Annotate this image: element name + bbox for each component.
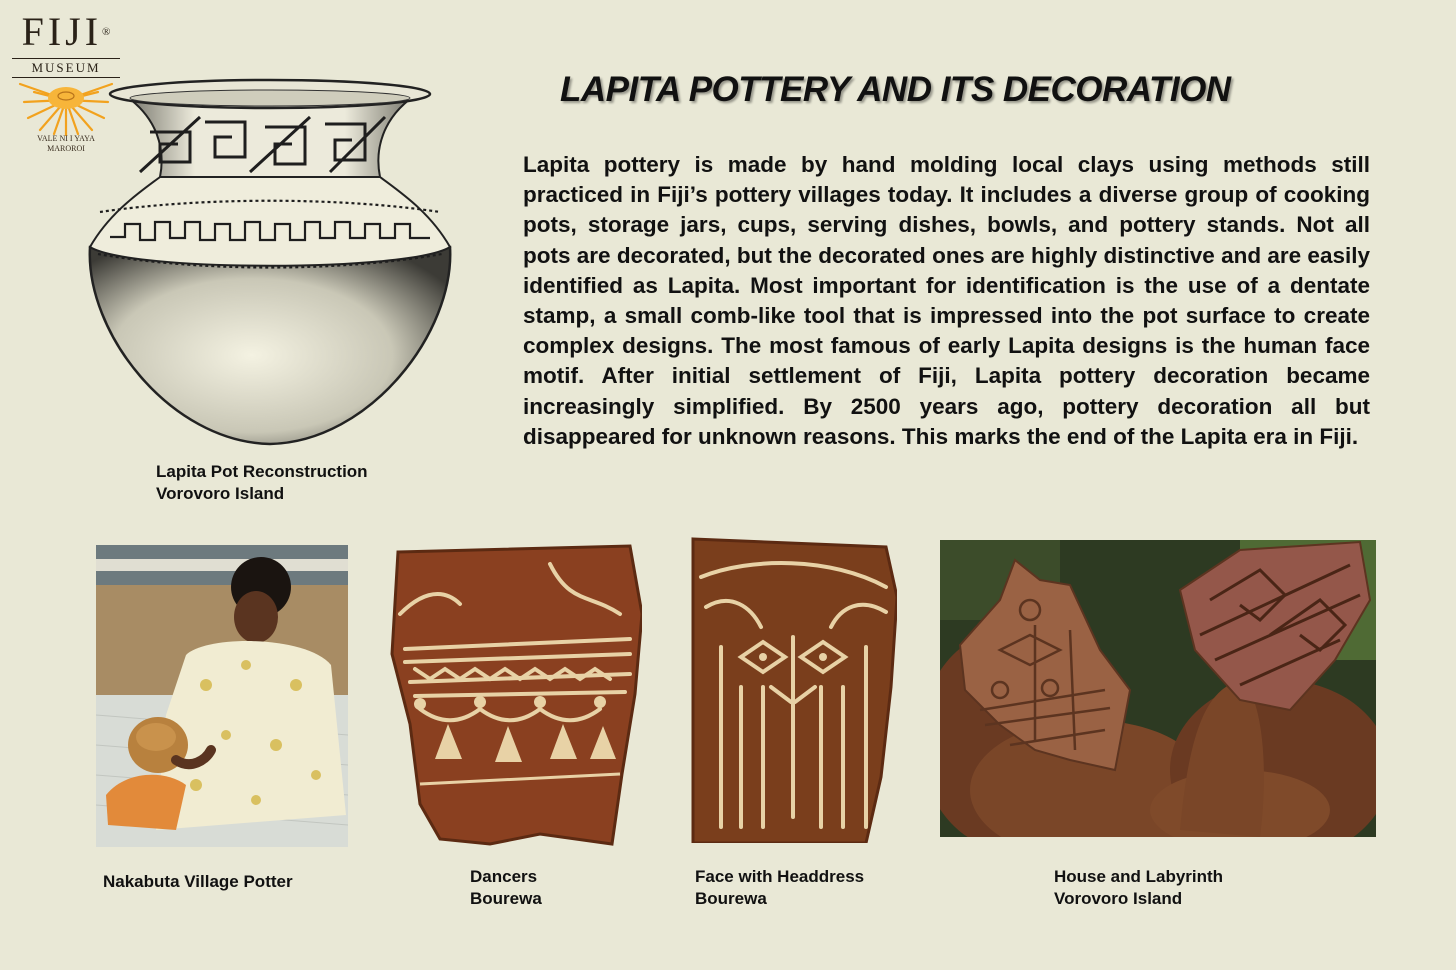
lapita-pot-illustration	[80, 72, 460, 452]
house-labyrinth-sherds-photo	[940, 540, 1376, 837]
pot-caption: Lapita Pot Reconstruction Vorovoro Island	[156, 462, 368, 503]
face-caption: Face with Headdress Bourewa	[695, 867, 865, 908]
house-caption: House and Labyrinth Vorovoro Island	[1054, 867, 1224, 908]
description-text: Lapita pottery is made by hand molding local clays using methods still practiced in Fiji’s pottery villages today. It includes a diverse group of cooking pots, storage jars, cups, serving dishes, bowls, and pottery stands. Not all pots are decorated, but the decorated ones are highly distinctive and are easily identified as Lapita. Most important for identification is the use of a dentate stamp, a small comb-like tool that is impressed into the pot surface to create complex designs. The most famous of early Lapita designs is the human face motif. After initial settlement of Fiji, Lapita pottery decoration became increasingly simplified. By 2500 years ago, pottery decoration all but disappeared for unknown reasons. This marks the end of the Lapita era in Fiji.	[523, 152, 1370, 449]
dancers-caption: Dancers Bourewa	[470, 867, 542, 908]
logo-museum-text: MUSEUM	[12, 58, 120, 78]
dancers-sherd-photo	[390, 544, 642, 848]
face-headdress-sherd-photo	[691, 537, 897, 843]
potter-caption: Nakabuta Village Potter	[103, 872, 293, 891]
village-potter-photo	[96, 545, 348, 847]
logo-motto: VALE NI I YAYA MAROROI	[37, 134, 95, 153]
logo-wordmark: FIJI®	[21, 9, 111, 54]
page-title: LAPITA POTTERY AND ITS DECORATION	[560, 70, 1231, 109]
